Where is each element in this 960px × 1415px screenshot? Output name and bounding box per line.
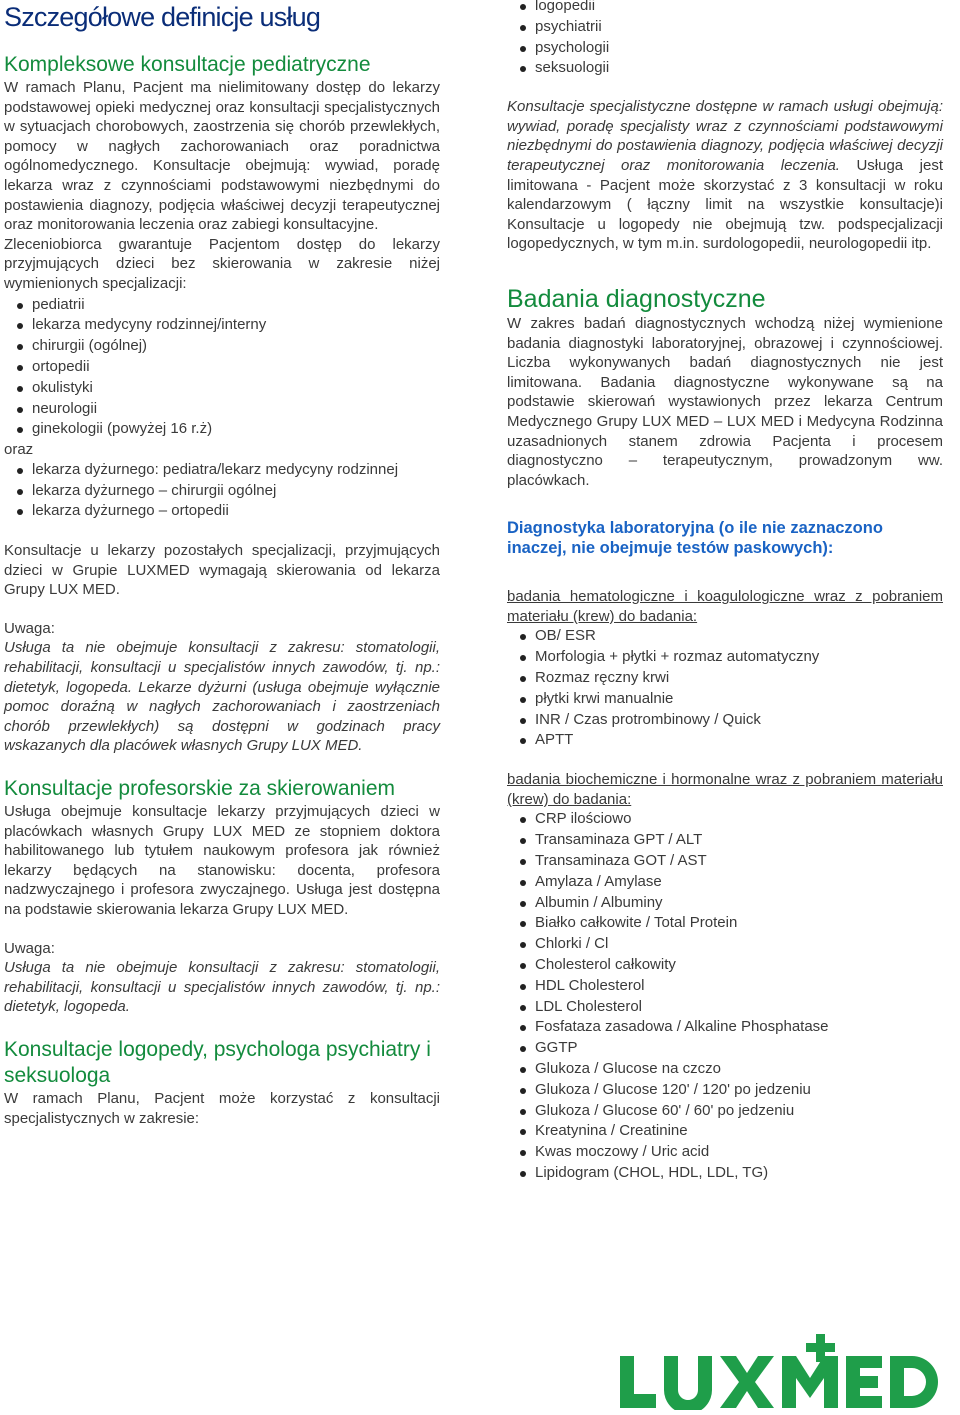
list-item: Rozmaz ręczny krwi xyxy=(520,668,943,689)
hema-title: badania hematologiczne i koagulologiczne wraz z pobraniem materiału (krew) do badania: xyxy=(507,588,943,625)
list-item: Kreatynina / Creatinine xyxy=(520,1121,943,1142)
list-item: psychiatrii xyxy=(520,17,943,38)
list-item: Transaminaza GOT / AST xyxy=(520,851,943,872)
list-item: Albumin / Albuminy xyxy=(520,893,943,914)
professor-note: Usługa ta nie obejmuje konsultacji z zakresu: stomatologii, rehabilitacji, konsultacji u specjalistów innych zawodów, tj. np.: dietetyk, logopeda. xyxy=(4,959,440,1016)
professor-text: Usługa obejmuje konsultacje lekarzy przyjmujących dzieci w placówkach własnych Grupy LUX MED ze stopniem doktora habilitowanego lub tytułem naukowym profesora jak również lekarzy będących na stanowisku: docenta, profesora nadzwyczajnego i profesora zwyczajnego. Usługa jest dostępna na podstawie skierowania lekarza Grupy LUX MED. xyxy=(4,803,440,918)
list-item: neurologii xyxy=(17,399,440,420)
list-item: lekarza dyżurnego – ortopedii xyxy=(17,501,440,522)
section-heading-speech: Konsultacje logopedy, psychologa psychiatry i seksuologa xyxy=(4,1037,431,1087)
speech-note-italic: Konsultacje specjalistyczne dostępne w ramach usługi obejmują: wywiad, poradę specjalisty wraz z czynnościami podstawowymi niezbędnymi do postawienia diagnozy, podjęcia właściwej decyzji terapeutycznej oraz monitorowania leczenia. xyxy=(507,98,943,174)
luxmed-logo-mark xyxy=(620,1330,945,1410)
list-item: chirurgii (ogólnej) xyxy=(17,336,440,357)
list-item: CRP ilościowo xyxy=(520,809,943,830)
page-title: Szczegółowe definicje usług xyxy=(4,2,321,32)
list-item: Fosfataza zasadowa / Alkaline Phosphatase xyxy=(520,1017,943,1038)
pediatric-note: Usługa ta nie obejmuje konsultacji z zakresu: stomatologii, rehabilitacji, konsultacji u specjalistów innych zawodów, tj. np.: dietetyk, logopeda. Lekarze dyżurni (usługa obejmuje wyłącznie pomoc doraźną w nagłych zachorowaniach i zaostrzeniach chorób przewlekłych) są dostępni w godzinach pracy wskazanych dla placówek własnych Grupy LUX MED. xyxy=(4,639,440,755)
duty-list xyxy=(4,460,440,522)
list-item: HDL Cholesterol xyxy=(520,976,943,997)
list-item: GGTP xyxy=(520,1038,943,1059)
note-label: Uwaga: xyxy=(4,939,55,957)
section-heading-professor: Konsultacje profesorskie za skierowaniem xyxy=(4,777,396,801)
list-item: seksuologii xyxy=(520,58,943,79)
note-label: Uwaga: xyxy=(4,619,55,637)
speech-note-rest: Usługa jest limitowana - Pacjent może skorzystać z 3 konsultacji w roku kalendarzowym ( łączny limit na wszystkie konsultacje)i Konsultacje u logopedy nie obejmują tzw. podspecjalizacji logopedycznych, w tym m.in. surdologopedii, neurologopedii itp. xyxy=(507,156,943,253)
pediatric-guarantee: Zleceniobiorca gwarantuje Pacjentom dostęp do lekarzy przyjmujących dzieci bez skierowania w zakresie niżej wymienionych specjalizacji: xyxy=(4,235,440,292)
speech-list xyxy=(507,0,943,79)
other-specialists-text: Konsultacje u lekarzy pozostałych specjalizacji, przyjmujących dzieci w Grupie LUXMED wymagają skierowania od lekarza Grupy LUX MED. xyxy=(4,542,440,599)
oraz-label: oraz xyxy=(4,441,34,459)
diagnostics-text: W zakres badań diagnostycznych wchodzą niżej wymienione badania diagnostyki laboratoryjnej, obrazowej i czynnościowej. Liczba wykonywanych badań diagnostycznych nie jest limitowana. Badania diagnostyczne wykonywane są na podstawie skierowań wystawionych przez lekarza Centrum Medycznego Grupy LUX MED – LUX MED i Medycyna Rodzinna uzasadnionych stanem zdrowia Pacjenta i procesem diagnostyczno – terapeutycznym, prowadzonym ww. placówkach. xyxy=(507,314,943,489)
list-item: Glukoza / Glucose 60' / 60' po jedzeniu xyxy=(520,1101,943,1122)
section-heading-pediatric: Kompleksowe konsultacje pediatryczne xyxy=(4,53,371,76)
list-item: Glukoza / Glucose na czczo xyxy=(520,1059,943,1080)
list-item: Cholesterol całkowity xyxy=(520,955,943,976)
list-item: pediatrii xyxy=(17,295,440,316)
list-item: LDL Cholesterol xyxy=(520,997,943,1018)
speech-intro: W ramach Planu, Pacjent może korzystać z konsultacji specjalistycznych w zakresie: xyxy=(4,1089,440,1127)
speech-note xyxy=(507,97,943,254)
list-item: Transaminaza GPT / ALT xyxy=(520,830,943,851)
list-item: Białko całkowite / Total Protein xyxy=(520,913,943,934)
pediatric-intro: W ramach Planu, Pacjent ma nielimitowany dostęp do lekarzy podstawowej opieki medycznej oraz konsultacji specjalistycznych w sytuacjach chorobowych, zaostrzenia się chorób przewlekłych, pomocy w nagłych zachorowaniach oraz poradnictwa ogólnomedycznego. Konsultacje obejmują: wywiad, poradę lekarza wraz z czynnościami podstawowymi niezbędnymi do postawienia diagnozy, podjęcia właściwej decyzji terapeutycznej oraz monitorowania leczenia oraz zabiegi konsultacyjne. xyxy=(4,79,440,234)
list-item: Kwas moczowy / Uric acid xyxy=(520,1142,943,1163)
bio-list xyxy=(507,809,943,1183)
section-heading-lab: Diagnostyka laboratoryjna (o ile nie zaznaczono inaczej, nie obejmuje testów paskowych): xyxy=(507,519,883,558)
specialties-list xyxy=(4,295,440,441)
list-item: INR / Czas protrombinowy / Quick xyxy=(520,710,943,731)
list-item: Amylaza / Amylase xyxy=(520,872,943,893)
luxmed-logo xyxy=(620,1330,945,1410)
list-item: lekarza dyżurnego – chirurgii ogólnej xyxy=(17,481,440,502)
list-item: lekarza medycyny rodzinnej/interny xyxy=(17,315,440,336)
list-item: ginekologii (powyżej 16 r.ż) xyxy=(17,419,440,440)
bio-title: badania biochemiczne i hormonalne wraz z pobraniem materiału (krew) do badania: xyxy=(507,771,943,808)
list-item: lekarza dyżurnego: pediatra/lekarz medycyny rodzinnej xyxy=(17,460,440,481)
list-item: Morfologia + płytki + rozmaz automatyczny xyxy=(520,647,943,668)
list-item: OB/ ESR xyxy=(520,626,943,647)
section-heading-diagnostics: Badania diagnostyczne xyxy=(507,284,766,313)
list-item: logopedii xyxy=(520,0,943,17)
list-item: płytki krwi manualnie xyxy=(520,689,943,710)
list-item: APTT xyxy=(520,730,943,751)
left-column xyxy=(4,0,440,1128)
list-item: Glukoza / Glucose 120' / 120' po jedzeniu xyxy=(520,1080,943,1101)
list-item: okulistyki xyxy=(17,378,440,399)
list-item: Lipidogram (CHOL, HDL, LDL, TG) xyxy=(520,1163,943,1184)
hema-list xyxy=(507,626,943,751)
list-item: ortopedii xyxy=(17,357,440,378)
right-column xyxy=(507,0,943,1184)
list-item: psychologii xyxy=(520,38,943,59)
list-item: Chlorki / Cl xyxy=(520,934,943,955)
